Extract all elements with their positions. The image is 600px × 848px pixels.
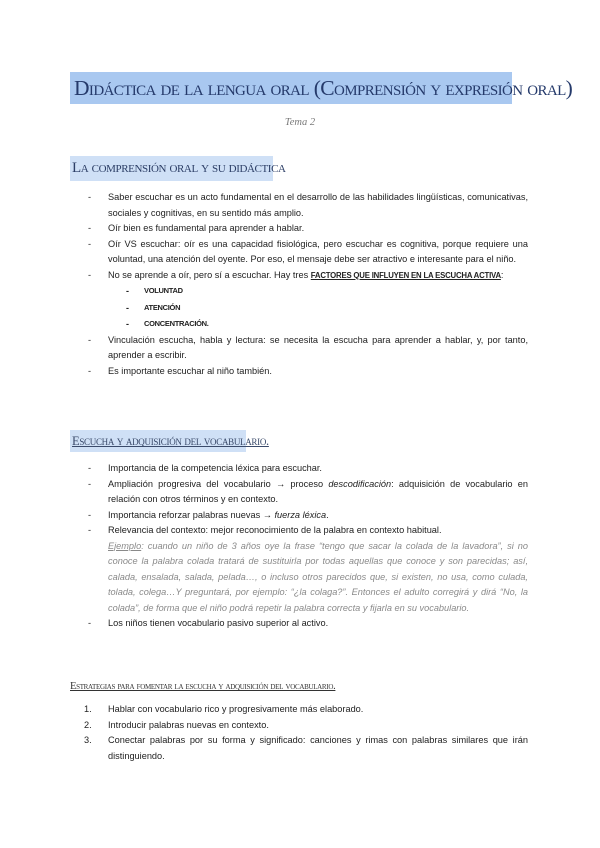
list-item: - Importancia de la competencia léxica para escuchar. (88, 463, 322, 473)
numbered-item: 2. Introducir palabras nuevas en contexto. (84, 719, 269, 730)
list-item: - Los niños tienen vocabulario pasivo superior al activo. (88, 618, 329, 628)
list-item: - Vinculación escucha, habla y lectura: se necesita la escucha para aprender a hablar, y, por tanto, aprender a escribir. (88, 334, 528, 360)
page-subtitle: Tema 2 (284, 117, 316, 128)
factors-label: FACTORES QUE INFLUYEN EN LA ESCUCHA ACTIVA (310, 270, 501, 280)
list-item: - Oír bien es fundamental para aprender a hablar. (88, 223, 305, 233)
numbered-item: 3. Conectar palabras por su forma y significado: canciones y rimas con palabras similares que irán distinguiendo. (84, 735, 528, 761)
factor-item: - VOLUNTAD (126, 286, 183, 296)
section-heading-estrategias: Estrategias para fomentar la escucha y adquisición del vocabulario. (70, 681, 336, 692)
list-item: - Relevancia del contexto: mejor reconocimiento de la palabra en contexto habitual. (88, 525, 442, 535)
example-paragraph: Ejemplo: cuando un niño de 3 años oye la frase “tengo que sacar la colada de la lavadora”, si no conoce la palabra colada tratará de sustituirla por todas aquellas que conoce y son parecidas; así, calada, ensalada, salada, pelada…, o incluso otros parecidos que, si existen, no usa, como culada, tolada, colega…Y preguntará, por ejemplo: “¿la colaga?”. Entonces el adulto corregirá y dirá “No, la colada”, de forma que el niño podrá repetir la palabra correcta y fijarla en su vocabulario. (108, 540, 528, 613)
strategies-list (84, 702, 528, 764)
list-item: - Saber escuchar es un acto fundamental en el desarrollo de las habilidades lingüísticas, comunicativas, sociales y cognitivas, en su sentido más amplio. (88, 192, 528, 218)
list-item: - Oír VS escuchar: oír es una capacidad fisiológica, pero escuchar es cognitiva, porque requiere una voluntad, una atención del oyente. Por eso, el mensaje debe ser atractivo e interesante para el niño. (88, 238, 528, 264)
list-item: - Ampliación progresiva del vocabulario → proceso descodificación: adquisición de vocabulario en relación con otros términos y en contexto. (88, 478, 528, 504)
numbered-item: 1. Hablar con vocabulario rico y progresivamente más elaborado. (84, 704, 364, 714)
page-title: Didáctica de la lengua oral (Comprensión y expresión oral) (70, 72, 512, 104)
section-vocabulario-list (88, 461, 528, 632)
factor-item: - ATENCIÓN (126, 302, 181, 313)
list-item: - Importancia reforzar palabras nuevas → fuerza léxica. (88, 509, 329, 520)
section-heading-comprension: La comprensión oral y su didáctica (70, 156, 273, 181)
section-comprension-list (88, 190, 528, 379)
list-item: - No se aprende a oír, pero sí a escuchar. Hay tres FACTORES QUE INFLUYEN EN LA ESCUCHA ACTIVA: (88, 269, 504, 280)
factor-item: - CONCENTRACIÓN. (126, 319, 209, 329)
section-heading-vocabulario: Escucha y adquisición del vocabulario. (70, 430, 246, 452)
list-item: - Es importante escuchar al niño también. (88, 365, 272, 376)
example-label: Ejemplo (108, 540, 142, 551)
